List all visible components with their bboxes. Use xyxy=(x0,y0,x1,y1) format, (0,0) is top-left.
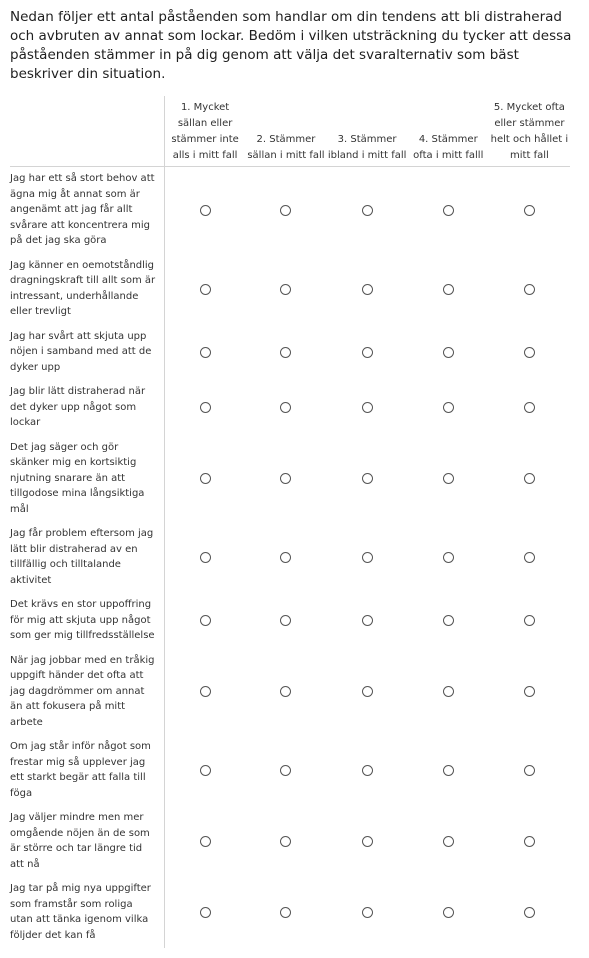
radio-option-3[interactable] xyxy=(362,347,373,358)
option-cell-1[interactable] xyxy=(164,877,245,948)
radio-option-5[interactable] xyxy=(524,686,535,697)
question-label: Jag blir lätt distraherad när det dyker upp något som lockar xyxy=(10,380,164,436)
option-cell-1[interactable] xyxy=(164,254,245,325)
option-cell-3[interactable] xyxy=(327,325,408,381)
radio-option-1[interactable] xyxy=(200,347,211,358)
option-cell-4[interactable] xyxy=(408,325,489,381)
radio-option-3[interactable] xyxy=(362,907,373,918)
radio-option-4[interactable] xyxy=(443,347,454,358)
option-cell-5[interactable] xyxy=(489,380,570,436)
radio-option-2[interactable] xyxy=(280,686,291,697)
option-cell-4[interactable] xyxy=(408,877,489,948)
radio-option-1[interactable] xyxy=(200,686,211,697)
radio-option-2[interactable] xyxy=(280,402,291,413)
option-cell-5[interactable] xyxy=(489,254,570,325)
radio-option-2[interactable] xyxy=(280,907,291,918)
question-row xyxy=(10,735,570,806)
radio-option-3[interactable] xyxy=(362,402,373,413)
radio-option-4[interactable] xyxy=(443,402,454,413)
question-label: När jag jobbar med en tråkig uppgift händer det ofta att jag dagdrömmer om annat än att fokusera på mitt arbete xyxy=(10,649,164,736)
option-cell-2[interactable] xyxy=(245,649,326,736)
column-header-4: 4. Stämmer ofta i mitt falll xyxy=(413,134,484,161)
question-row xyxy=(10,436,570,523)
radio-option-4[interactable] xyxy=(443,552,454,563)
question-label: Jag har svårt att skjuta upp nöjen i samband med att de dyker upp xyxy=(10,325,164,381)
option-cell-4[interactable] xyxy=(408,735,489,806)
question-label: Jag får problem eftersom jag lätt blir distraherad av en tillfällig och tilltalande aktivitet xyxy=(10,522,164,593)
option-cell-2[interactable] xyxy=(245,167,326,254)
option-cell-1[interactable] xyxy=(164,167,245,254)
option-cell-1[interactable] xyxy=(164,436,245,523)
intro-text: Nedan följer ett antal påståenden som handlar om din tendens att bli distraherad och avbruten av annat som lockar. Bedöm i vilken utsträckning du tycker att dessa påståenden stämmer in på dig genom att välja det svaralternativ som bäst beskriver din situation. xyxy=(10,9,572,82)
question-row xyxy=(10,380,570,436)
radio-option-2[interactable] xyxy=(280,552,291,563)
radio-option-3[interactable] xyxy=(362,615,373,626)
option-cell-5[interactable] xyxy=(489,806,570,877)
option-cell-4[interactable] xyxy=(408,806,489,877)
radio-option-1[interactable] xyxy=(200,765,211,776)
radio-option-5[interactable] xyxy=(524,765,535,776)
question-label: Jag känner en oemotståndlig dragningskraft till allt som är intressant, underhållande eller trevligt xyxy=(10,254,164,325)
header-corner xyxy=(10,96,164,167)
radio-option-1[interactable] xyxy=(200,907,211,918)
likert-matrix xyxy=(10,96,570,948)
column-header-2: 2. Stämmer sällan i mitt fall xyxy=(247,134,325,161)
radio-option-3[interactable] xyxy=(362,686,373,697)
radio-option-5[interactable] xyxy=(524,284,535,295)
radio-option-4[interactable] xyxy=(443,836,454,847)
radio-option-3[interactable] xyxy=(362,552,373,563)
option-cell-5[interactable] xyxy=(489,522,570,593)
radio-option-2[interactable] xyxy=(280,473,291,484)
question-label: Det jag säger och gör skänker mig en kortsiktig njutning snarare än att tillgodose mina långsiktiga mål xyxy=(10,436,164,523)
radio-option-5[interactable] xyxy=(524,205,535,216)
option-cell-5[interactable] xyxy=(489,593,570,649)
radio-option-2[interactable] xyxy=(280,836,291,847)
radio-option-3[interactable] xyxy=(362,836,373,847)
radio-option-4[interactable] xyxy=(443,473,454,484)
radio-option-1[interactable] xyxy=(200,836,211,847)
question-label: Om jag står inför något som frestar mig så upplever jag ett starkt begär att falla till föga xyxy=(10,735,164,806)
radio-option-2[interactable] xyxy=(280,347,291,358)
option-cell-3[interactable] xyxy=(327,593,408,649)
radio-option-5[interactable] xyxy=(524,907,535,918)
column-header-5: 5. Mycket ofta eller stämmer helt och hållet i mitt fall xyxy=(490,102,569,161)
option-cell-5[interactable] xyxy=(489,877,570,948)
question-row xyxy=(10,593,570,649)
radio-option-2[interactable] xyxy=(280,615,291,626)
column-header-3: 3. Stämmer ibland i mitt fall xyxy=(327,134,407,161)
radio-option-2[interactable] xyxy=(280,765,291,776)
option-cell-3[interactable] xyxy=(327,167,408,254)
question-row xyxy=(10,877,570,948)
option-cell-4[interactable] xyxy=(408,593,489,649)
column-header-1: 1. Mycket sällan eller stämmer inte alls i mitt fall xyxy=(171,102,239,161)
radio-option-5[interactable] xyxy=(524,615,535,626)
option-cell-3[interactable] xyxy=(327,649,408,736)
option-cell-3[interactable] xyxy=(327,380,408,436)
option-cell-1[interactable] xyxy=(164,806,245,877)
option-cell-4[interactable] xyxy=(408,254,489,325)
radio-option-1[interactable] xyxy=(200,473,211,484)
option-cell-2[interactable] xyxy=(245,436,326,523)
question-label: Jag har ett så stort behov att ägna mig åt annat som är angenämt att jag får allt svårare att koncentrera mig på det jag ska göra xyxy=(10,167,164,254)
option-cell-2[interactable] xyxy=(245,735,326,806)
option-cell-3[interactable] xyxy=(327,522,408,593)
option-cell-2[interactable] xyxy=(245,380,326,436)
radio-option-4[interactable] xyxy=(443,284,454,295)
option-cell-4[interactable] xyxy=(408,649,489,736)
radio-option-2[interactable] xyxy=(280,284,291,295)
option-cell-5[interactable] xyxy=(489,325,570,381)
radio-option-4[interactable] xyxy=(443,686,454,697)
option-cell-1[interactable] xyxy=(164,649,245,736)
option-cell-2[interactable] xyxy=(245,254,326,325)
radio-option-1[interactable] xyxy=(200,552,211,563)
radio-option-3[interactable] xyxy=(362,473,373,484)
option-cell-5[interactable] xyxy=(489,436,570,523)
option-cell-2[interactable] xyxy=(245,806,326,877)
header-row xyxy=(10,96,570,167)
question-label: Jag väljer mindre men mer omgående nöjen än de som är större och tar längre tid att nå xyxy=(10,806,164,877)
option-cell-3[interactable] xyxy=(327,806,408,877)
option-cell-1[interactable] xyxy=(164,380,245,436)
likert-table xyxy=(10,96,570,948)
option-cell-2[interactable] xyxy=(245,877,326,948)
radio-option-4[interactable] xyxy=(443,615,454,626)
option-cell-3[interactable] xyxy=(327,436,408,523)
option-cell-4[interactable] xyxy=(408,380,489,436)
radio-option-3[interactable] xyxy=(362,205,373,216)
option-cell-2[interactable] xyxy=(245,593,326,649)
option-cell-5[interactable] xyxy=(489,167,570,254)
radio-option-5[interactable] xyxy=(524,402,535,413)
question-row xyxy=(10,649,570,736)
option-cell-4[interactable] xyxy=(408,436,489,523)
radio-option-1[interactable] xyxy=(200,284,211,295)
question-row xyxy=(10,325,570,381)
question-row xyxy=(10,254,570,325)
question-row xyxy=(10,522,570,593)
option-cell-1[interactable] xyxy=(164,593,245,649)
radio-option-4[interactable] xyxy=(443,907,454,918)
radio-option-1[interactable] xyxy=(200,615,211,626)
radio-option-2[interactable] xyxy=(280,205,291,216)
option-cell-3[interactable] xyxy=(327,877,408,948)
radio-option-3[interactable] xyxy=(362,284,373,295)
radio-option-5[interactable] xyxy=(524,552,535,563)
radio-option-4[interactable] xyxy=(443,205,454,216)
option-cell-5[interactable] xyxy=(489,649,570,736)
option-cell-5[interactable] xyxy=(489,735,570,806)
radio-option-5[interactable] xyxy=(524,473,535,484)
radio-option-5[interactable] xyxy=(524,836,535,847)
option-cell-1[interactable] xyxy=(164,325,245,381)
question-label: Jag tar på mig nya uppgifter som framstår som roliga utan att tänka igenom vilka följder det kan få xyxy=(10,877,164,948)
radio-option-3[interactable] xyxy=(362,765,373,776)
option-cell-2[interactable] xyxy=(245,325,326,381)
question-row xyxy=(10,806,570,877)
radio-option-1[interactable] xyxy=(200,205,211,216)
radio-option-5[interactable] xyxy=(524,347,535,358)
question-row xyxy=(10,167,570,254)
option-cell-4[interactable] xyxy=(408,167,489,254)
question-label: Det krävs en stor uppoffring för mig att skjuta upp något som ger mig tillfredsställelse xyxy=(10,593,164,649)
option-cell-3[interactable] xyxy=(327,735,408,806)
option-cell-1[interactable] xyxy=(164,522,245,593)
radio-option-4[interactable] xyxy=(443,765,454,776)
option-cell-1[interactable] xyxy=(164,735,245,806)
radio-option-1[interactable] xyxy=(200,402,211,413)
option-cell-4[interactable] xyxy=(408,522,489,593)
option-cell-3[interactable] xyxy=(327,254,408,325)
option-cell-2[interactable] xyxy=(245,522,326,593)
